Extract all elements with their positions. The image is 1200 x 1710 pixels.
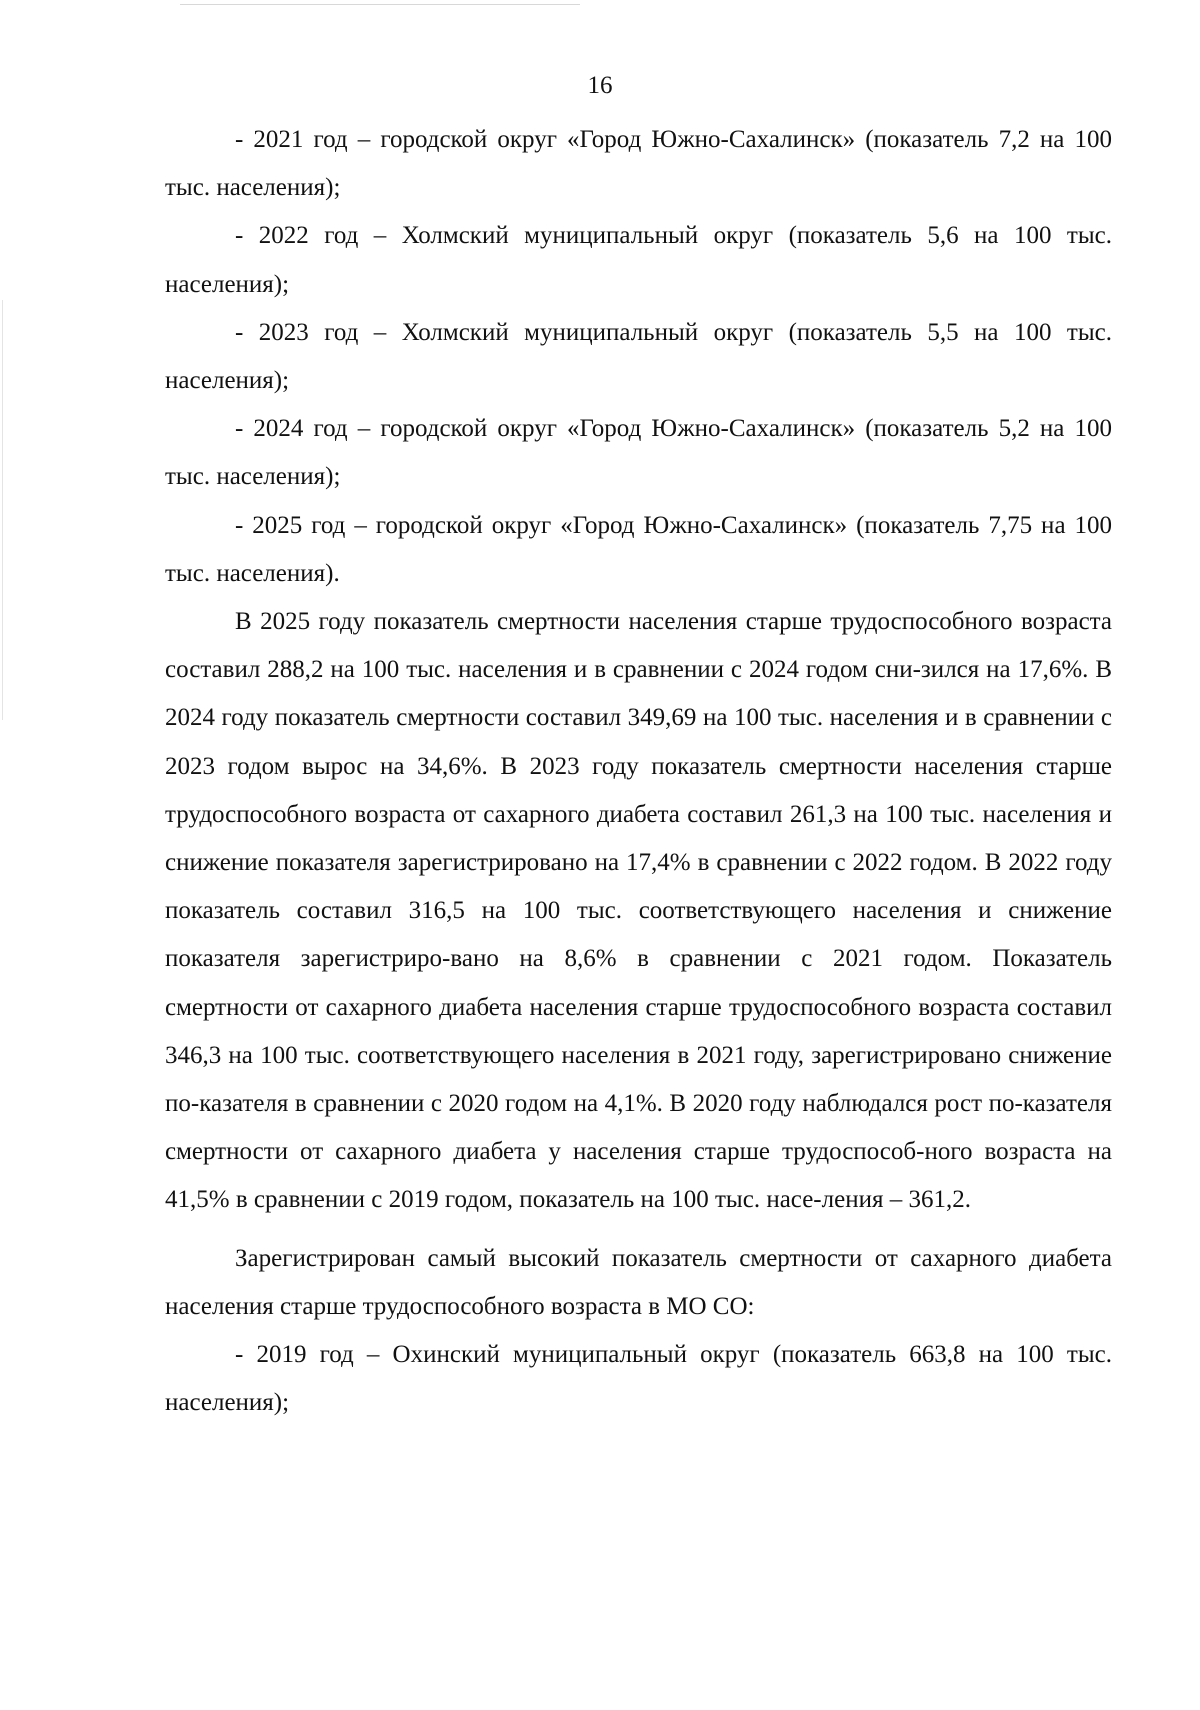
- list-item-2023: - 2023 год – Холмский муниципальный округ (показатель 5,5 на 100 тыс. населения);: [165, 318, 1112, 395]
- list-item-2022: - 2022 год – Холмский муниципальный округ (показатель 5,6 на 100 тыс. населения);: [165, 222, 1112, 298]
- list-item-2021: - 2021 год – городской округ «Город Южно-Сахалинск» (показатель 7,2 на 100 тыс. населения);: [165, 126, 1112, 202]
- list-item-2025: - 2025 год – городской округ «Город Южно-Сахалинск» (показатель 7,75 на 100 тыс. населения).: [165, 511, 1112, 587]
- scan-artifact-line: [180, 4, 580, 5]
- document-body: [165, 116, 1112, 1427]
- page-number: 16: [587, 72, 613, 99]
- list-item-2019: - 2019 год – Охинский муниципальный округ (показатель 663,8 на 100 тыс. населения);: [165, 1341, 1112, 1417]
- scan-artifact-edge: [2, 300, 3, 720]
- body-paragraph-highest: Зарегистрирован самый высокий показатель смертности от сахарного диабета населения старше трудоспособного возраста в МО СО:: [165, 1244, 1112, 1320]
- body-paragraph-mortality: В 2025 году показатель смертности населения старше трудоспособного возраста составил 288,2 на 100 тыс. населения и в сравнении с 2024 годом сни-зился на 17,6%. В 2024 году показатель смертности составил 349,69 на 100 тыс. населения и в сравнении с 2023 годом вырос на 34,6%. В 2023 году показатель смертности населения старше трудоспособного возраста от сахарного диабета составил 261,3 на 100 тыс. населения и снижение показателя зарегистрировано на 17,4% в сравнении с 2022 годом. В 2022 году показатель составил 316,5 на 100 тыс. соответствующего населения и снижение показателя зарегистриро-вано на 8,6% в сравнении с 2021 годом. Показатель смертности от сахарного диабета населения старше трудоспособного возраста составил 346,3 на 100 тыс. соответствующего населения в 2021 году, зарегистрировано снижение по-казателя в сравнении с 2020 годом на 4,1%. В 2020 году наблюдался рост по-казателя смертности от сахарного диабета у населения старше трудоспособ-ного возраста на 41,5% в сравнении с 2019 годом, показатель на 100 тыс. насе-ления – 361,2.: [165, 608, 1112, 1214]
- list-item-2024: - 2024 год – городской округ «Город Южно-Сахалинск» (показатель 5,2 на 100 тыс. населения);: [165, 415, 1112, 491]
